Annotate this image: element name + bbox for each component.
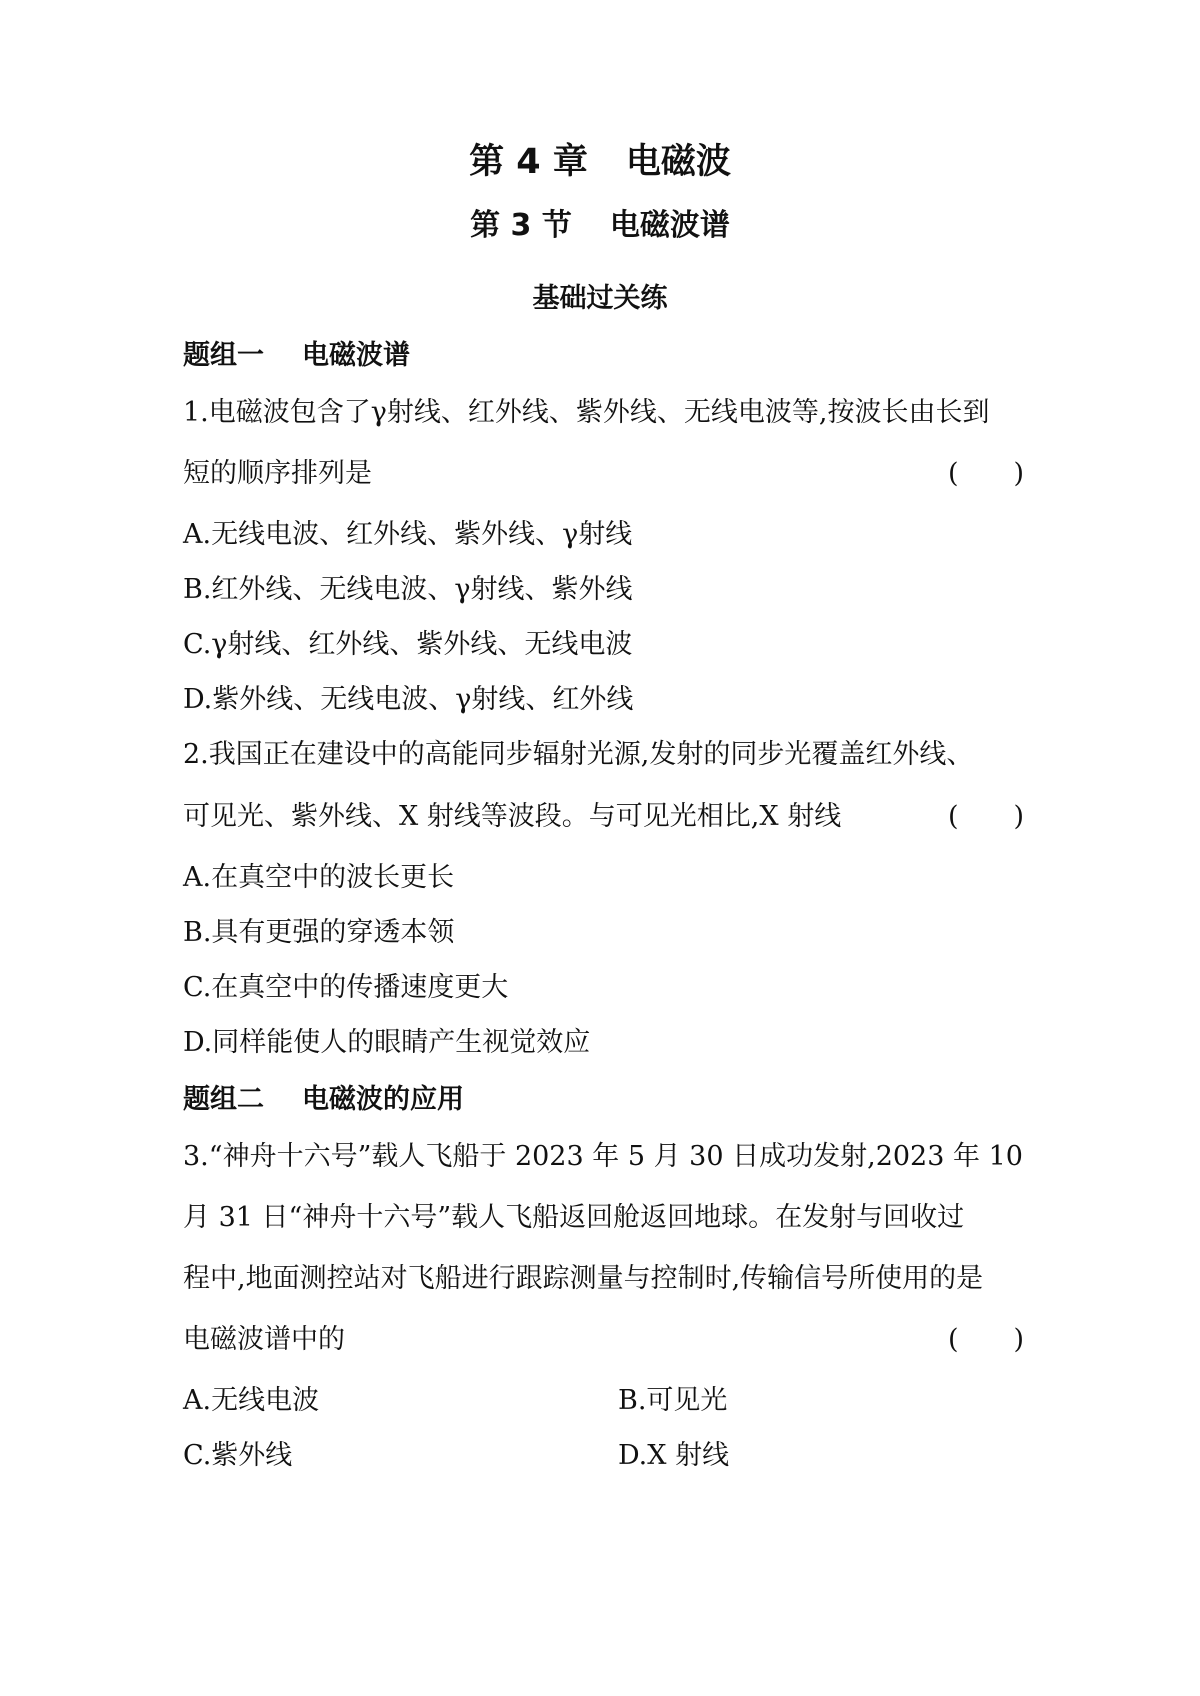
question-1-option-a: A.无线电波、红外线、紫外线、γ射线: [183, 519, 633, 550]
group-title: 电磁波的应用: [302, 1084, 464, 1115]
question-2-line-1: 2.我国正在建设中的高能同步辐射光源,发射的同步光覆盖红外线、: [183, 739, 974, 770]
chapter-heading: [0, 140, 1200, 184]
group-label: 题组一: [183, 340, 264, 371]
question-1-line-1: 1.电磁波包含了γ射线、红外线、紫外线、无线电波等,按波长由长到: [183, 397, 990, 428]
bracket-close: ): [1013, 1324, 1024, 1355]
question-3-line-1: 3.“神舟十六号”载人飞船于 2023 年 5 月 30 日成功发射,2023 年 10: [183, 1141, 1023, 1172]
answer-bracket-1: [948, 457, 1024, 491]
question-3-line-4: 电磁波谱中的: [183, 1324, 345, 1355]
question-2-option-b: B.具有更强的穿透本领: [183, 917, 455, 948]
chapter-title: 电磁波: [625, 142, 731, 182]
question-3-option-d: D.X 射线: [618, 1440, 730, 1471]
question-1-option-c: C.γ射线、红外线、紫外线、无线电波: [183, 629, 633, 660]
question-3-option-b: B.可见光: [618, 1385, 728, 1416]
question-1-option-d: D.紫外线、无线电波、γ射线、红外线: [183, 684, 634, 715]
question-1-line-2: 短的顺序排列是: [183, 458, 372, 489]
question-3-line-2: 月 31 日“神舟十六号”载人飞船返回舱返回地球。在发射与回收过: [183, 1202, 965, 1233]
section-number: 第 3 节: [470, 208, 572, 243]
question-1-option-b: B.红外线、无线电波、γ射线、紫外线: [183, 574, 633, 605]
exercise-title: 基础过关练: [532, 283, 668, 314]
bracket-open: (: [948, 458, 959, 489]
bracket-close: ): [1013, 801, 1024, 832]
question-3-option-a: A.无线电波: [183, 1385, 320, 1416]
question-3-option-c: C.紫外线: [183, 1440, 293, 1471]
group-label: 题组二: [183, 1084, 264, 1115]
bracket-open: (: [948, 801, 959, 832]
bracket-close: ): [1013, 458, 1024, 489]
bracket-open: (: [948, 1324, 959, 1355]
group-title: 电磁波谱: [302, 340, 410, 371]
section-heading: [0, 207, 1200, 245]
question-3-line-3: 程中,地面测控站对飞船进行跟踪测量与控制时,传输信号所使用的是: [183, 1263, 984, 1294]
question-2-option-c: C.在真空中的传播速度更大: [183, 972, 509, 1003]
group-heading-1: [183, 339, 1023, 373]
answer-bracket-3: [948, 1323, 1024, 1357]
answer-bracket-2: [948, 800, 1024, 834]
group-heading-2: [183, 1083, 1023, 1117]
chapter-number: 第 4 章: [469, 142, 588, 182]
question-2-option-d: D.同样能使人的眼睛产生视觉效应: [183, 1027, 591, 1058]
question-2-option-a: A.在真空中的波长更长: [183, 862, 455, 893]
section-title: 电磁波谱: [609, 208, 730, 243]
question-2-line-2: 可见光、紫外线、X 射线等波段。与可见光相比,X 射线: [183, 801, 842, 832]
